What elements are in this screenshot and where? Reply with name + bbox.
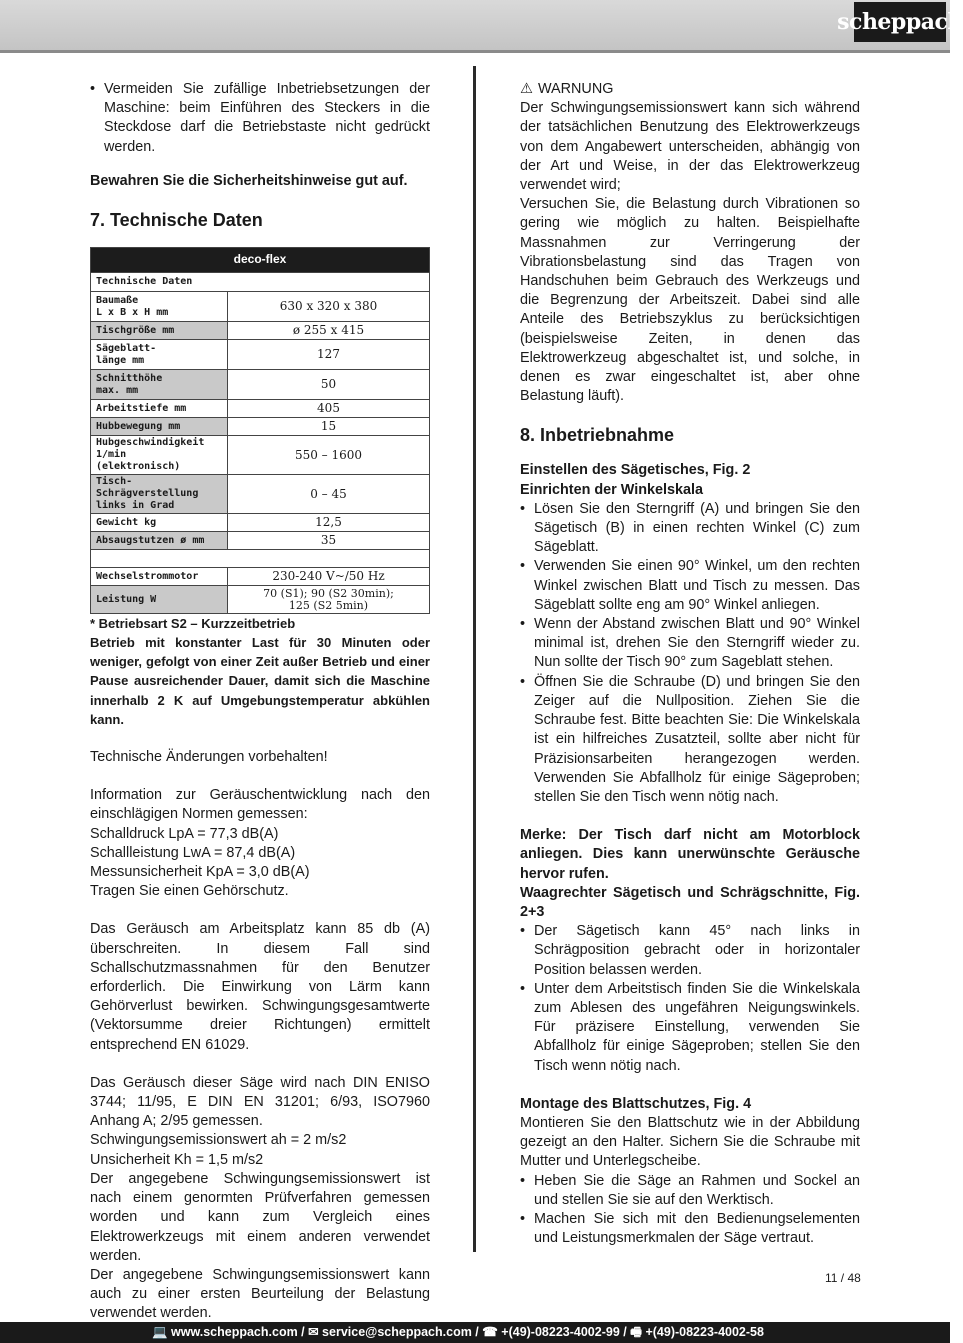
table-row-label: Sägeblatt- länge mm <box>91 340 228 370</box>
header-bar <box>0 0 963 53</box>
table-row-value: 550 – 1600 <box>228 436 430 475</box>
left-column <box>90 80 430 1324</box>
intro-bullet-list <box>90 80 430 157</box>
page-number: 11 / 48 <box>825 1271 861 1285</box>
column-divider <box>473 66 476 1252</box>
vibration-line: Unsicherheit Kh = 1,5 m/s2 <box>90 1151 264 1168</box>
footnote-body: Betrieb mit konstanter Last für 30 Minuten oder weniger, gefolgt von einer Zeit außer Betrieb und einer Pause ausreichender Dauer, damit sich die Maschine innerhalb 2 K auf Umgebungstemperatur abkühlen kann. <box>90 635 430 727</box>
noise-line: Tragen Sie einen Gehörschutz. <box>90 883 289 900</box>
setup-bullet-list <box>520 500 860 807</box>
noise-line: Schallleistung LwA = 87,4 dB(A) <box>90 844 296 861</box>
warning-paragraph: Der Schwingungsemissionswert kann sich während der tatsächlichen Benutzung des Elektrowerkzeugs von dem Angabewert unterscheiden, abhängig von der Art und Weise, in der das Elektrowerkzeug verwendet wird; <box>520 100 860 194</box>
motor-label: Wechselstrommotor <box>91 568 228 586</box>
list-item: • Wenn der Abstand zwischen Blatt und 90° Winkel minimal ist, drehen Sie den Sterngriff wieder zu. Nun sollte der Tisch 90° zum Sageblatt stehen. <box>520 615 860 673</box>
vibration-paragraph: Der angegebene Schwingungsemissionswert kann auch zu einer ersten Beurteilung der Belastung verwendet werden. <box>90 1266 430 1322</box>
list-item: • Öffnen Sie die Schraube (D) und bringen Sie den Zeiger auf die Nullposition. Ziehen Sie die Schraube fest. Bitte beachten Sie: Die Winkelskala ist ein hilfreiches Zusatzteil, sollte aber nicht für Präzisionsarbeiten herangezogen werden. Verwenden Sie Abfallholz für einige Sägeproben; stellen Sie den Tisch wenn nötig nach. <box>520 673 860 807</box>
footer-bar <box>0 1322 950 1343</box>
table-row-label: Arbeitstiefe mm <box>91 400 228 418</box>
guard-bullet-list <box>520 1172 860 1249</box>
table-row-value: 15 <box>228 418 430 436</box>
warning-heading <box>520 80 860 99</box>
table-row-label: Schnitthöhe max. mm <box>91 370 228 400</box>
subheading: Montage des Blattschutzes, Fig. 4 <box>520 1095 752 1112</box>
table-row-value: 127 <box>228 340 430 370</box>
power-label: Leistung W <box>91 586 228 614</box>
noise-line: Messunsicherheit KpA = 3,0 dB(A) <box>90 864 310 881</box>
vibration-line: Schwingungsemissionswert ah = 2 m/s2 <box>90 1132 347 1149</box>
table-subheader: Technische Daten <box>91 273 430 292</box>
warning-triangle-icon: ⚠ <box>520 81 533 97</box>
list-item: • Heben Sie die Säge an Rahmen und Sockel an und stellen Sie sie auf den Werktisch. <box>520 1172 860 1210</box>
noise-intro: Information zur Geräuschentwicklung nach den einschlägigen Normen gemessen: <box>90 787 430 823</box>
list-item: • Vermeiden Sie zufällige Inbetriebsetzungen der Maschine: beim Einführen des Steckers in die Steckdose darf die Betriebstaste nicht gedrückt werden. <box>90 80 430 157</box>
warning-paragraph: Versuchen Sie, die Belastung durch Vibrationen so gering wie möglich zu halten. Beispielhafte Massnahmen zur Verringerung der Vibrationsbelastung sind das Tragen von Handschuhen beim Gebrauch des Werkzeugs und die Begrenzung der Arbeitszeit. Dabei sind alle Anteile des Betriebszyklus zu berücksichtigen (beispielsweise Zeiten, in denen das Elektrowerkzeug abgeschaltet ist, und solche, in denen es zwar eingeschaltet ist, aber ohne Belastung läuft). <box>520 196 860 405</box>
subheading: Einrichten der Winkelskala <box>520 481 704 498</box>
table-row-label: Tischgröße mm <box>91 322 228 340</box>
brand-logo: scheppach <box>854 2 946 42</box>
keep-notice: Bewahren Sie die Sicherheitshinweise gut auf. <box>90 172 408 189</box>
table-row-value: 50 <box>228 370 430 400</box>
power-value: 70 (S1); 90 (S2 30min); 125 (S2 5min) <box>228 586 430 614</box>
tech-data-table <box>90 247 430 614</box>
list-item: • Machen Sie sich mit den Bedienungselementen und Leistungsmerkmalen der Säge vertraut. <box>520 1210 860 1248</box>
table-row-label: Absaugstutzen ø mm <box>91 532 228 550</box>
footnote-title: * Betriebsart S2 – Kurzzeitbetrieb <box>90 616 296 632</box>
table-row-value: 35 <box>228 532 430 550</box>
noise-measured: Das Geräusch dieser Säge wird nach DIN ENISO 3744; 11/95, E DIN EN 31201; 6/93, ISO7960 Anhang A; 2/95 gemessen. <box>90 1074 430 1130</box>
table-row-value: ø 255 x 415 <box>228 322 430 340</box>
table-spacer-row <box>91 550 430 568</box>
right-column <box>520 80 860 1248</box>
table-row-value: 0 – 45 <box>228 475 430 514</box>
table-row-value: 12,5 <box>228 514 430 532</box>
vibration-paragraph: Der angegebene Schwingungsemissionswert ist nach einem genormten Prüfverfahren gemessen worden und kann zum Vergleich eines Elektrowerkzeugs mit einem anderen verwendet werden. <box>90 1170 430 1264</box>
list-item: • Lösen Sie den Sterngriff (A) und bringen Sie den Sägetisch (B) in einen rechten Winkel (C) zum Sägeblatt. <box>520 500 860 558</box>
warning-label: WARNUNG <box>538 81 614 97</box>
table-row-label: Baumaße L x B x H mm <box>91 292 228 322</box>
list-item: • Unter dem Arbeitstisch finden Sie die Winkelskala zum Ablesen des ungefähren Neigungswinkels. Für präzisere Einstellung, verwenden Sie Abfallholz für einige Sägeproben; stellen Sie den Tisch wenn nötig nach. <box>520 980 860 1076</box>
section-8-title: 8. Inbetriebnahme <box>520 425 675 446</box>
footer-contact: 💻 www.scheppach.com / ✉ service@scheppach.com / ☎ +(49)-08223-4002-99 / 🖷 +(49)-08223-4002-58 <box>152 1325 764 1339</box>
changes-reserved: Technische Änderungen vorbehalten! <box>90 749 328 766</box>
noise-line: Schalldruck LpA = 77,3 dB(A) <box>90 825 279 842</box>
list-item: • Verwenden Sie einen 90° Winkel, um den rechten Winkel zwischen Blatt und Tisch zu messen. Das Sägeblatt sollte eng am 90° Winkel anliegen. <box>520 557 860 615</box>
table-row-value: 405 <box>228 400 430 418</box>
list-item: • Der Sägetisch kann 45° nach links in Schrägposition gebracht oder in horizontaler Position belassen werden. <box>520 922 860 980</box>
table-row-label: Gewicht kg <box>91 514 228 532</box>
table-row-label: Hubgeschwindigkeit 1/min (elektronisch) <box>91 436 228 475</box>
table-row-value: 630 x 320 x 380 <box>228 292 430 322</box>
subheading: Waagrechter Sägetisch und Schrägschnitte, Fig. 2+3 <box>520 884 860 920</box>
bevel-bullet-list <box>520 922 860 1076</box>
noise-workplace: Das Geräusch am Arbeitsplatz kann 85 db (A) überschreiten. In diesem Fall sind Schallschutzmassnahmen für den Benutzer erforderlich. Die Einwirkung von Lärm kann Gehörverlust bewirken. Schwingungsgesamtwerte (Vektorsumme dreier Richtungen) ermittelt entsprechend EN 61029. <box>90 921 430 1053</box>
subheading: Einstellen des Sägetisches, Fig. 2 <box>520 462 751 479</box>
guard-paragraph: Montieren Sie den Blattschutz wie in der Abbildung gezeigt an den Halter. Sichern Sie die Schraube mit Mutter und Unterlegscheibe. <box>520 1114 860 1170</box>
table-row-label: Tisch-Schrägverstellung links in Grad <box>91 475 228 514</box>
motor-value: 230-240 V~/50 Hz <box>228 568 430 586</box>
table-row-label: Hubbewegung mm <box>91 418 228 436</box>
section-7-title: 7. Technische Daten <box>90 210 263 231</box>
table-title: deco-flex <box>91 248 430 273</box>
note-paragraph: Merke: Der Tisch darf nicht am Motorblock anliegen. Dies kann unerwünschte Geräusche hervor rufen. <box>520 827 860 882</box>
